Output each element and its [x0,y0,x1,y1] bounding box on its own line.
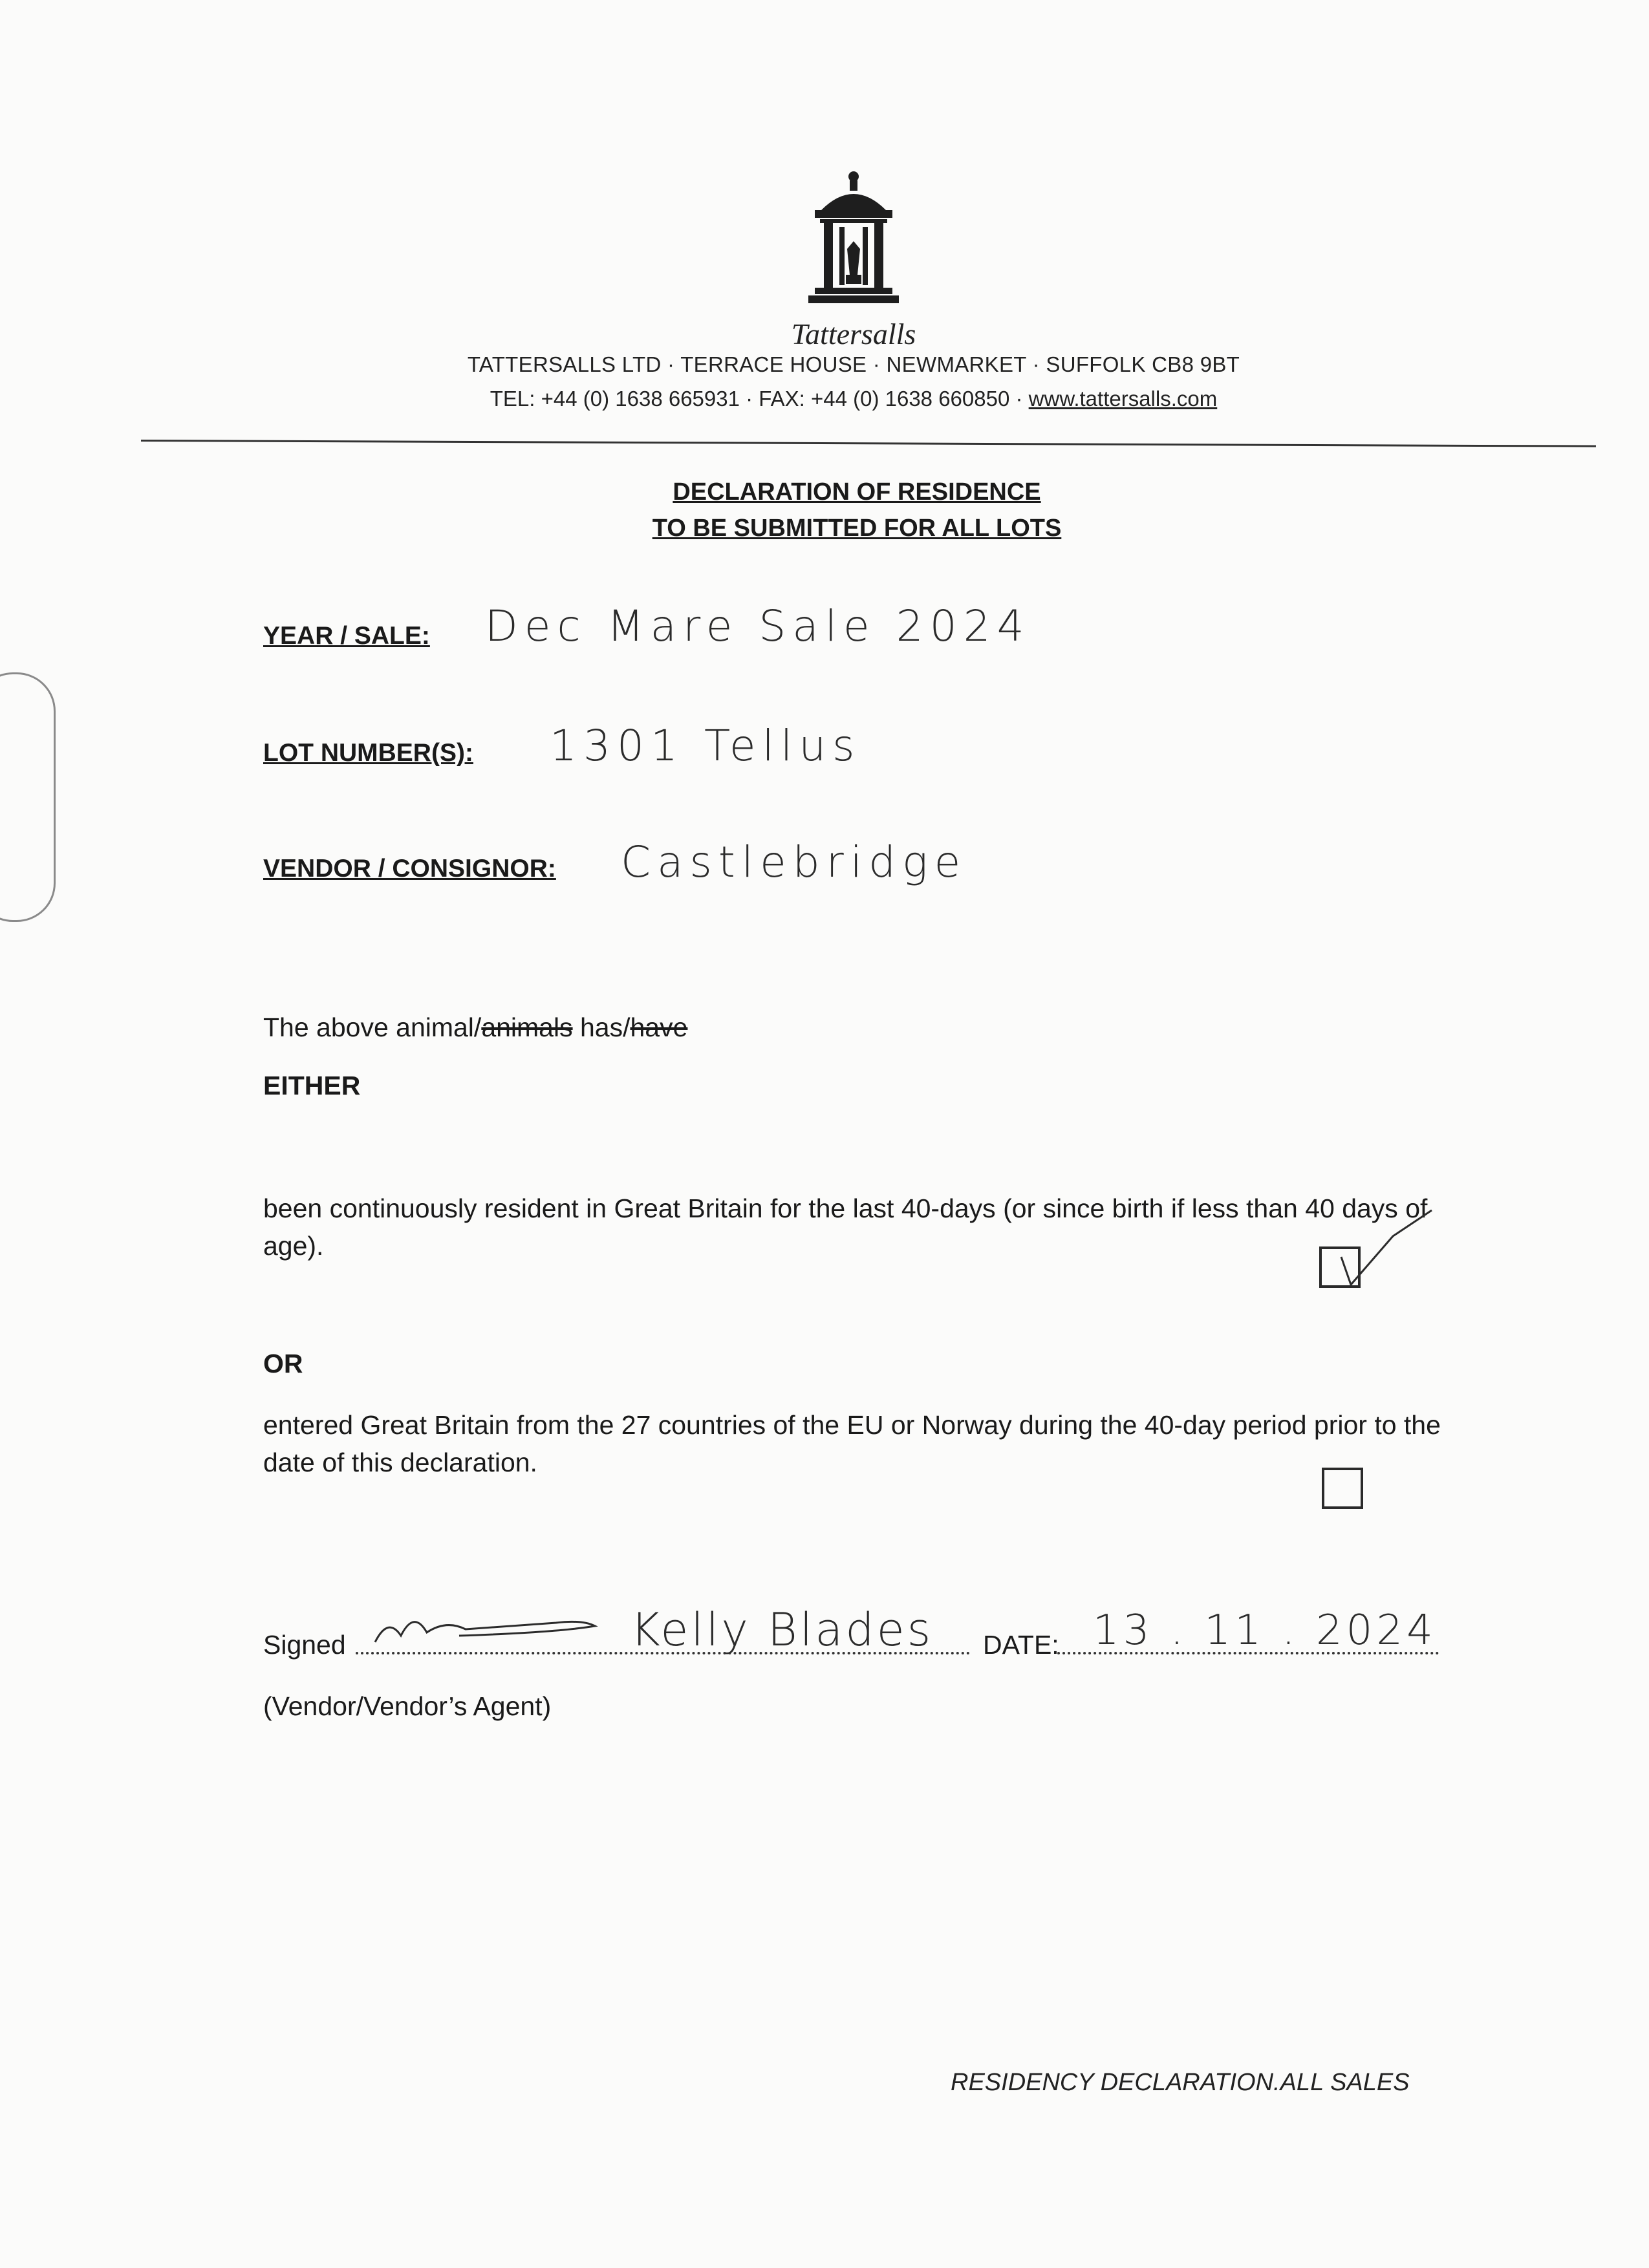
intro-part-a: The above animal/ [263,1012,482,1042]
vendor-label: VENDOR / CONSIGNOR: [263,855,556,883]
or-label: OR [263,1349,303,1378]
signer-name[interactable]: Kelly Blades [630,1603,934,1656]
intro-part-b: has/ [572,1012,630,1042]
either-label: EITHER [263,1071,361,1100]
tattersalls-logo [802,165,905,320]
year-sale-value[interactable]: Dec Mare Sale 2024 [485,601,1031,651]
company-contact [323,387,1384,411]
contact-phone-fax: TEL: +44 (0) 1638 665931 · FAX: +44 (0) 1638 660850 · [490,387,1029,411]
date-value[interactable]: 13 . 11 . 2024 [1093,1607,1437,1654]
option1-text: been continuously resident in Great Britain for the last 40-days (or since birth if less than 40 days of age). [263,1193,1428,1261]
intro-struck-animals: animals [481,1012,573,1042]
vendor-value[interactable]: Castlebridge [621,837,967,887]
brand-name: Tattersalls [791,317,916,350]
intro-struck-have: have [630,1012,688,1042]
option2-checkbox[interactable] [1322,1468,1363,1509]
year-sale-label: YEAR / SALE: [263,622,430,650]
website-link[interactable]: www.tattersalls.com [1028,387,1218,411]
footer-reference: RESIDENCY DECLARATION.ALL SALES [951,2069,1410,2096]
option1-checkbox[interactable] [1319,1246,1361,1288]
signature-scribble [362,1597,621,1655]
form-title-line1: DECLARATION OF RESIDENCE [673,478,1041,506]
lot-number-value[interactable]: 1301 Tellus [550,721,861,771]
binder-hole-mark [0,672,56,922]
header-divider [141,440,1596,447]
option2-text: entered Great Britain from the 27 countries of the EU or Norway during the 40-day period prior to the date of this declaration. [263,1410,1441,1477]
date-label: DATE: [983,1630,1059,1660]
form-title-line2: TO BE SUBMITTED FOR ALL LOTS [652,515,1062,542]
company-address: TATTERSALLS LTD · TERRACE HOUSE · NEWMARKET · SUFFOLK CB8 9BT [467,352,1240,376]
signed-label: Signed [263,1630,346,1660]
lot-number-label: LOT NUMBER(S): [263,739,473,767]
signer-role: (Vendor/Vendor’s Agent) [263,1691,552,1721]
check-mark-icon [1315,1197,1445,1275]
statement-intro [263,1009,687,1046]
